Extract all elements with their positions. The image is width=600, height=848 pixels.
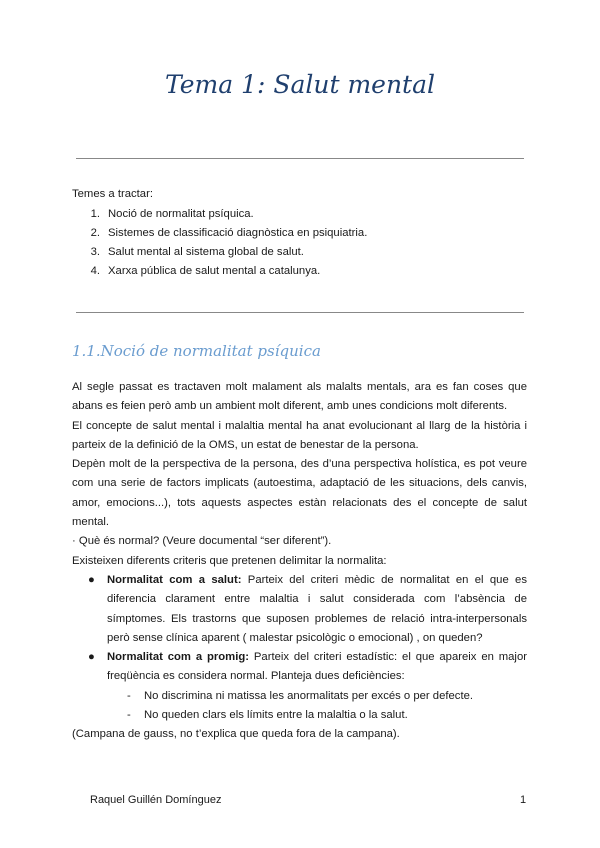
dash-icon: - [127,689,131,702]
bullet-icon: ● [88,651,95,664]
section-title: 1.1.Noció de normalitat psíquica [72,342,321,360]
criterion-text: Parteix del criteri mèdic de normalitat en el que es diferencia clarament entre malaltia i salut considerada com l’absència de símptomes. Els trastorns que suposen problemes de relació intra-interpersonals però sense clínica aparent ( malestar psicològic o emocional) , on queden? [107,573,527,644]
divider [76,158,524,159]
criteria-list [72,571,527,725]
list-item [72,571,527,648]
footer-author: Raquel Guillén Domínguez [90,794,222,806]
paragraph: Depèn molt de la perspectiva de la persona, des d’una perspectiva holística, es pot veure com una serie de factors implicats (autoestima, adaptació de les situacions, dels canvis, amor, emocions...), tots aquests aspectes estàn relacionats des el concepte de salut mental. [72,458,527,529]
list-item: 3. Salut mental al sistema global de salut. [90,245,304,258]
paragraph: El concepte de salut mental i malaltia mental ha anat evolucionant al llarg de la història i parteix de la definició de la OMS, un estat de benestar de la persona. [72,419,527,451]
list-item: 1. Noció de normalitat psíquica. [90,207,254,220]
list-item: 4. Xarxa pública de salut mental a catalunya. [90,264,321,277]
list-item [72,648,527,725]
paragraph: Al segle passat es tractaven molt malament als malalts mentals, ara es fan coses que abans es feien però amb un ambient molt diferent, amb unes condicions molt diferents. [72,381,527,413]
criterion-label: Normalitat com a promig: [107,651,250,664]
closing-note: (Campana de gauss, no t’explica que queda fora de la campana). [72,728,400,741]
page-number: 1 [520,794,527,806]
topics-list [72,204,532,280]
list-item: - No queden clars els límits entre la malaltia o la salut. [107,706,527,725]
topics-heading: Temes a tractar: [72,188,153,200]
paragraph: · Què és normal? (Veure documental “ser diferent”). [72,535,332,548]
list-item: 2. Sistemes de classificació diagnòstica en psiquiatria. [90,226,368,239]
deficits-list [107,687,527,726]
page-title: Tema 1: Salut mental [164,70,436,99]
section-body [72,378,527,745]
bullet-icon: ● [88,573,95,586]
criterion-label: Normalitat com a salut: [107,573,242,586]
paragraph: Existeixen diferents criteris que pretenen delimitar la normalita: [72,554,387,567]
dash-icon: - [127,709,131,722]
criterion-text: Parteix del criteri estadístic: el que apareix en major freqüència es considera normal. Planteja dues deficiències: [107,651,527,683]
divider [76,312,524,313]
list-item: - No discrimina ni matissa les anormalitats per excés o per defecte. [107,687,527,706]
